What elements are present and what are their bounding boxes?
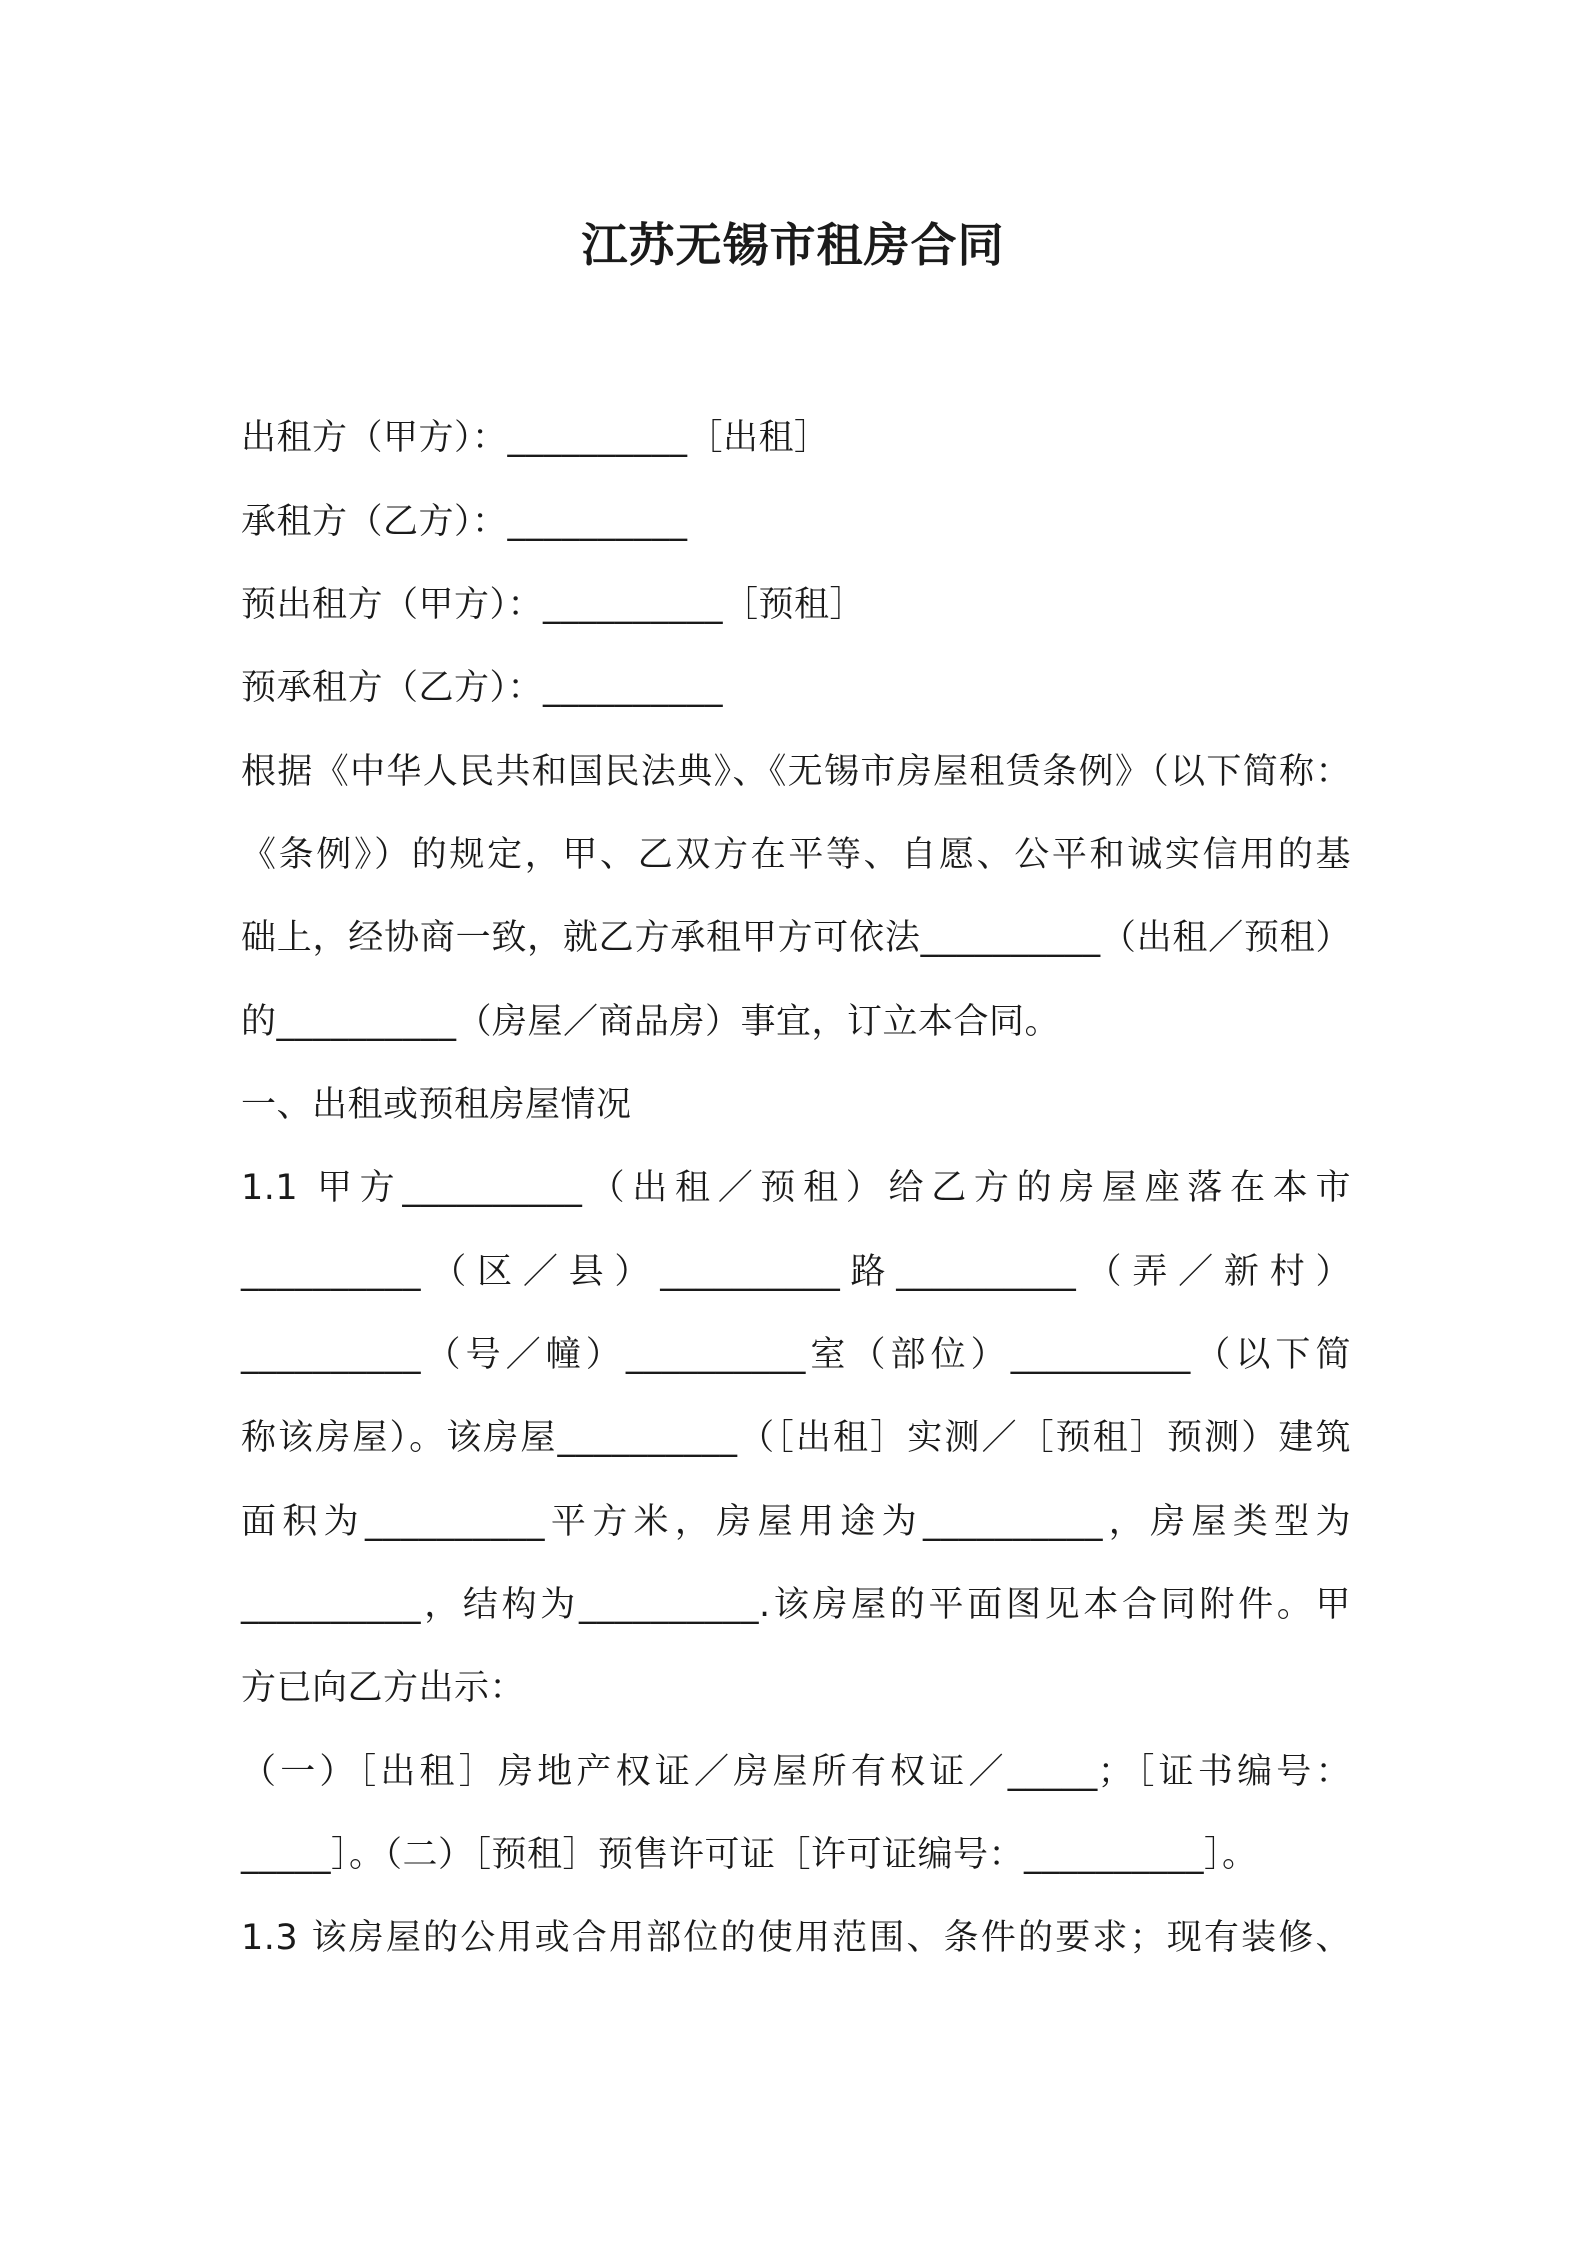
- clause-1-1-line-1: 1.1 甲方__________（出租／预租）给乙方的房屋座落在本市: [241, 1168, 1351, 1208]
- preamble-line-4: 的__________（房屋／商品房）事宜，订立本合同。: [241, 1002, 1061, 1042]
- preamble-line-2: 《条例》）的规定，甲、乙双方在平等、自愿、公平和诚实信用的基: [241, 835, 1351, 875]
- clause-1-1-line-3: __________（号／幢）__________室（部位）__________（以下简: [241, 1335, 1351, 1375]
- section-heading-1: 一、出租或预租房屋情况: [241, 1085, 632, 1125]
- clause-1-1-line-2: __________（区／县）__________路__________（弄／新村）: [241, 1252, 1351, 1292]
- clause-1-1-line-4: 称该房屋）。该房屋__________（［出租］实测／［预租］预测）建筑: [241, 1418, 1351, 1458]
- pre-lessor-line: 预出租方（甲方）：__________［预租］: [241, 585, 866, 625]
- certificate-line-1: （一）［出租］房地产权证／房屋所有权证／_____；［证书编号：: [241, 1752, 1351, 1792]
- preamble-line-3: 础上，经协商一致，就乙方承租甲方可依法__________（出租／预租）: [241, 918, 1351, 958]
- pre-lessee-line: 预承租方（乙方）：__________: [241, 668, 724, 708]
- clause-1-1-line-5: 面积为__________平方米，房屋用途为__________，房屋类型为: [241, 1502, 1351, 1542]
- lessee-line: 承租方（乙方）：__________: [241, 502, 688, 542]
- document-title: 江苏无锡市租房合同: [581, 218, 1005, 272]
- certificate-line-2: _____］。（二）［预租］预售许可证［许可证编号：__________］。: [241, 1835, 1258, 1875]
- clause-1-3-line-1: 1.3 该房屋的公用或合用部位的使用范围、条件的要求；现有装修、: [241, 1918, 1351, 1958]
- clause-1-1-line-6: __________，结构为__________.该房屋的平面图见本合同附件。甲: [241, 1585, 1351, 1625]
- preamble-line-1: 根据《中华人民共和国民法典》、《无锡市房屋租赁条例》（以下简称：: [241, 752, 1351, 792]
- lessor-line: 出租方（甲方）：__________［出租］: [241, 418, 830, 458]
- clause-1-1-line-7: 方已向乙方出示：: [241, 1668, 526, 1708]
